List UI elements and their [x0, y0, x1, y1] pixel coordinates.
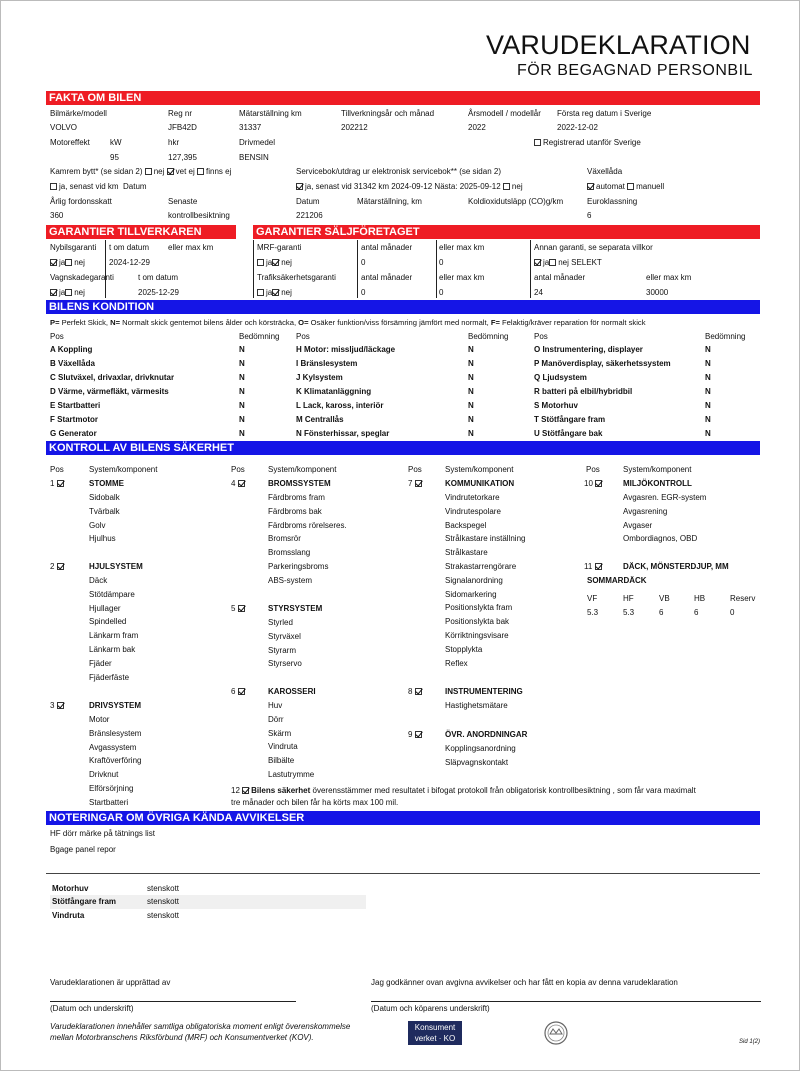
footer-info-1: Varudeklarationen innehåller samtliga obligatoriska moment enligt överenskommelse	[50, 1022, 351, 1031]
tire-headers	[587, 594, 767, 604]
kontroll-item: Stopplykta	[445, 644, 483, 654]
label-modelyear: Årsmodell / modellår	[468, 109, 541, 118]
tire-value: 6	[659, 608, 664, 617]
kontroll-item: Styrarm	[268, 645, 296, 655]
kontroll-pos-header: Pos	[408, 465, 422, 474]
kondition-item: M Centrallås	[296, 415, 344, 424]
kontroll-item: Körriktningsvisare	[445, 631, 509, 640]
kontroll-item: Dörr	[268, 714, 284, 724]
kondition-value: N	[468, 345, 474, 354]
kontroll-item: Reflex	[445, 658, 468, 668]
tire-value: 0	[730, 608, 735, 617]
kontroll-item: Avgassystem	[89, 742, 137, 752]
kontroll-item: Styrväxel	[268, 631, 301, 641]
damage-key-1: Motorhuv	[52, 884, 89, 893]
kontroll-group-checkbox[interactable]	[50, 562, 66, 572]
kondition-item: C Slutväxel, drivaxlar, drivknutar	[50, 373, 175, 382]
kontroll-item: Länkarm fram	[89, 631, 139, 641]
divider	[357, 240, 358, 298]
kontroll-item: Bromsrör	[268, 534, 301, 544]
kontroll-item: Vindrutespolare	[445, 506, 501, 516]
divider	[530, 240, 531, 298]
kontroll-item: Huv	[268, 701, 283, 710]
kondition-item: N Fönsterhissar, speglar	[296, 429, 390, 438]
tire-values	[587, 608, 767, 618]
kontroll-item: Färdbroms rörelseres.	[268, 520, 347, 530]
kontroll-item: Däck	[89, 576, 108, 585]
kondition-value: N	[705, 401, 711, 410]
kondition-item: K Klimatanläggning	[296, 387, 372, 396]
kontroll-sys-header: System/komponent	[89, 465, 158, 474]
kontroll-item: Vindruta	[268, 742, 298, 752]
label-maxkm: eller max km	[168, 243, 214, 252]
kontroll-item: Kraftöverföring	[89, 756, 142, 766]
value-reg: JFB42D	[168, 123, 197, 132]
group-number: 4	[231, 479, 236, 488]
value-fuel: BENSIN	[239, 153, 269, 162]
group-number: 8	[408, 687, 413, 696]
kontroll-item: Golv	[89, 520, 106, 530]
kondition-value: N	[468, 387, 474, 396]
mrf-checkbox[interactable]: ja nej	[257, 258, 292, 268]
kontroll-item: Strakastarrengörare	[445, 562, 517, 571]
kontroll-item: Hjullager	[89, 603, 121, 613]
kontroll-group-subtitle: SOMMARDÄCK	[587, 576, 647, 585]
other-km: 30000	[646, 288, 669, 297]
kontroll-item: Spindelled	[89, 617, 127, 627]
kond-bed3: Bedömning	[705, 332, 746, 341]
kamrem-ja-checkbox[interactable]: ja, senast vid km Datum	[50, 182, 147, 192]
konsumentverket-logo	[408, 1021, 462, 1045]
kontroll-item: Tvärbalk	[89, 506, 120, 516]
group-number: 1	[50, 479, 55, 488]
tire-value: 5.3	[623, 608, 635, 617]
check-icon	[238, 688, 245, 695]
group-number: 9	[408, 730, 413, 739]
kontroll-item: Hastighetsmätare	[445, 701, 508, 710]
footer-left: Varudeklarationen är upprättad av	[50, 978, 171, 987]
kontroll-item: Startbatteri	[89, 797, 129, 807]
value-model: VOLVO	[50, 123, 77, 132]
kondition-value: N	[705, 359, 711, 368]
kontroll-group-title: STOMME	[89, 479, 124, 488]
kondition-item: J Kylsystem	[296, 373, 343, 382]
footer-info-2: mellan Motorbranschens Riksförbund (MRF) och Konsumentverket (KOV).	[50, 1033, 314, 1042]
kondition-value: N	[468, 401, 474, 410]
kontroll-group-title: MILJÖKONTROLL	[623, 479, 692, 488]
kontroll-item: Elförsörjning	[89, 784, 134, 793]
kontroll-group-checkbox[interactable]	[231, 479, 247, 489]
label-tax: Årlig fordonsskatt	[50, 197, 112, 206]
value-euro: 6	[587, 211, 592, 220]
label-model: Bilmärke/modell	[50, 109, 107, 118]
kontroll-item: Kopplingsanordning	[445, 744, 516, 753]
kontroll-item: Avgaser	[623, 520, 653, 530]
kontroll-item: Sidobalk	[89, 493, 120, 502]
tire-header: HF	[623, 594, 634, 603]
label-date2: Datum	[296, 197, 320, 206]
group-number: 7	[408, 479, 413, 488]
kontroll-item: Motor	[89, 715, 110, 724]
kontroll-group-checkbox[interactable]	[50, 479, 66, 489]
kontroll-group-title: ÖVR. ANORDNINGAR	[445, 730, 528, 739]
label-maxkm3: eller max km	[646, 273, 692, 282]
kontroll-group-checkbox[interactable]	[584, 479, 604, 489]
kondition-value: N	[705, 387, 711, 396]
kontroll-item: Bromsslang	[268, 548, 311, 558]
footer-right: Jag godkänner ovan avgivna avvikelser och har fått en kopia av denna varudeklaration	[371, 978, 678, 987]
nybil-checkbox[interactable]: ja nej	[50, 258, 85, 268]
label-hkr: hkr	[168, 138, 180, 147]
kontroll-group-checkbox[interactable]	[408, 687, 424, 697]
tire-header: Reserv	[730, 594, 756, 603]
garanti-tillv-header: GARANTIER TILLVERKAREN	[46, 225, 236, 239]
label-co2: Koldioxidutsläpp (CO)g/km	[468, 197, 564, 206]
label-vagn-tom: t om datum	[138, 273, 179, 282]
kondition-value: N	[239, 387, 245, 396]
tire-header: VB	[659, 594, 670, 603]
kontroll-sys-header: System/komponent	[623, 465, 692, 474]
kondition-value: N	[468, 373, 474, 382]
note-line-2: Bgage panel repor	[50, 845, 116, 854]
label-tom: t om datum	[109, 243, 150, 252]
label-manuf: Tillverkningsår och månad	[341, 109, 435, 118]
kondition-item: F Startmotor	[50, 415, 98, 424]
kondition-item: P Manöverdisplay, säkerhetssystem	[534, 359, 671, 368]
group-number: 3	[50, 701, 55, 710]
kontroll-item: Vindrutetorkare	[445, 493, 500, 502]
label-euro: Euroklassning	[587, 197, 638, 206]
label-gearbox: Växellåda	[587, 167, 623, 176]
kondition-item: L Lack, kaross, interiör	[296, 401, 384, 410]
service-checkbox[interactable]: ja, senast vid 31342 km 2024-09-12 Nästa: 2025-09-12 nej	[296, 182, 523, 192]
mrf-emblem-icon	[544, 1021, 568, 1045]
kontroll-pos-header: Pos	[50, 465, 64, 474]
value-tax: 360	[50, 211, 64, 220]
trafik-months: 0	[361, 288, 366, 297]
group-number: 11	[584, 562, 593, 571]
kontroll-item: Avgasrening	[623, 506, 668, 516]
damage-key-3: Vindruta	[52, 911, 85, 920]
value-modelyear: 2022	[468, 123, 486, 132]
kontroll-group-title: KOMMUNIKATION	[445, 479, 515, 488]
kontroll-group-title: STYRSYSTEM	[268, 604, 323, 613]
label-antal: antal månader	[361, 243, 413, 252]
check-icon	[415, 688, 422, 695]
kontroll-item: Fjäder	[89, 658, 112, 668]
label-kw: kW	[110, 138, 122, 147]
check-icon	[57, 563, 64, 570]
kontroll-pos-header: Pos	[586, 465, 600, 474]
kontroll-item: Färdbroms bak	[268, 506, 322, 516]
kontroll-group-title: DRIVSYSTEM	[89, 701, 142, 710]
kondition-value: N	[239, 345, 245, 354]
damage-key-2: Stötfångare fram	[52, 897, 117, 906]
label-maxkm-salj: eller max km	[439, 243, 485, 252]
signature-line-seller	[50, 1001, 296, 1002]
item-12: 12 Bilens säkerhet överensstämmer med resultatet i bifogat protokoll från obligatorisk kontrollbesiktning , som får vara maximalt	[231, 786, 696, 795]
kond-pos3: Pos	[534, 332, 548, 341]
check-icon	[57, 480, 64, 487]
value-kw: 95	[110, 153, 119, 162]
sig1: (Datum och underskrift)	[50, 1004, 134, 1013]
kontroll-item: Backspegel	[445, 520, 487, 530]
kontroll-group-checkbox[interactable]	[50, 701, 66, 711]
kond-bed1: Bedömning	[239, 332, 280, 341]
group-number: 6	[231, 687, 236, 696]
kontroll-group-checkbox[interactable]	[231, 687, 247, 697]
kontroll-group-title: INSTRUMENTERING	[445, 687, 523, 696]
kondition-item: R batteri på elbil/hybridbil	[534, 387, 633, 396]
label-power: Motoreffekt	[50, 138, 90, 147]
kontroll-group-title: DÄCK, MÖNSTERDJUP, MM	[623, 562, 729, 571]
kontroll-pos-header: Pos	[231, 465, 245, 474]
value-hkr: 127,395	[168, 153, 197, 162]
kondition-value: N	[705, 373, 711, 382]
check-icon	[415, 480, 422, 487]
kontroll-item: Hjulhus	[89, 534, 116, 544]
tire-value: 5.3	[587, 608, 599, 617]
label-kontroll: kontrollbesiktning	[168, 211, 230, 220]
annan-checkbox[interactable]: ja nej SELEKT	[534, 258, 602, 268]
other-months: 24	[534, 288, 543, 297]
kontroll-group-title: BROMSSYSTEM	[268, 479, 331, 488]
kondition-item: O Instrumentering, displayer	[534, 345, 643, 354]
divider	[253, 240, 254, 298]
note-line-1: HF dörr märke på tätnings list	[50, 829, 155, 838]
kontroll-item: Ombordiagnos, OBD	[623, 534, 698, 544]
kontroll-sys-header: System/komponent	[268, 465, 337, 474]
divider	[436, 240, 437, 298]
kondition-value: N	[468, 359, 474, 368]
kondition-item: B Växellåda	[50, 359, 95, 368]
tire-header: VF	[587, 594, 598, 603]
kontroll-item: Styrservo	[268, 659, 302, 669]
gearbox-checkbox[interactable]: automat manuell	[587, 182, 664, 192]
regabroad-checkbox[interactable]: Registrerad utanför Sverige	[534, 138, 641, 148]
kontroll-item: Positionslykta fram	[445, 603, 513, 613]
kondition-value: N	[239, 359, 245, 368]
kondition-item: G Generator	[50, 429, 97, 438]
kond-pos1: Pos	[50, 332, 64, 341]
value-odo: 31337	[239, 123, 262, 132]
kondition-item: T Stötfångare fram	[534, 415, 606, 424]
kondition-item: A Koppling	[50, 345, 93, 354]
group-number: 2	[50, 562, 55, 571]
label-servicebok: Servicebok/utdrag ur elektronisk servicebok** (se sidan 2)	[296, 167, 501, 176]
damage-val-3: stenskott	[147, 911, 180, 920]
kontroll-item: Färdbroms fram	[268, 493, 325, 502]
label-trafik: Trafiksäkerhetsgaranti	[257, 273, 336, 282]
label-vagn: Vagnskadegaranti	[50, 273, 114, 282]
check-icon	[57, 702, 64, 709]
kontroll-item: Strålkastare	[445, 548, 488, 558]
mrf-km: 0	[439, 258, 444, 267]
kondition-item: S Motorhuv	[534, 401, 578, 410]
label-annan: Annan garanti, se separata villkor	[534, 243, 653, 252]
kondition-item: Q Ljudsystem	[534, 373, 587, 382]
label-nybil: Nybilsgaranti	[50, 243, 97, 252]
page-title: VARUDEKLARATION	[486, 30, 751, 60]
item-12-line2: tre månader och bilen får ha körts max 100 mil.	[231, 798, 399, 807]
kondition-header: BILENS KONDITION	[46, 300, 760, 314]
label-mrf: MRF-garanti	[257, 243, 302, 252]
damage-val-2: stenskott	[147, 897, 180, 906]
mrf-months: 0	[361, 258, 366, 267]
kondition-item: H Motor: missljud/läckage	[296, 345, 396, 354]
label-fuel: Drivmedel	[239, 138, 276, 147]
label-antal2: antal månader	[361, 273, 413, 282]
fakta-header: FAKTA OM BILEN	[46, 91, 760, 105]
group-number: 5	[231, 604, 236, 613]
check-icon	[238, 480, 245, 487]
kondition-value: N	[705, 345, 711, 354]
kontroll-header: KONTROLL AV BILENS SÄKERHET	[46, 441, 760, 455]
nybil-date: 2024-12-29	[109, 258, 150, 267]
label-odo: Mätarställning km	[239, 109, 302, 118]
kontroll-group-title: KAROSSERI	[268, 687, 316, 696]
kontroll-item: Fjäderfäste	[89, 672, 130, 682]
kondition-item: E Startbatteri	[50, 401, 101, 410]
kontroll-group-checkbox[interactable]	[408, 730, 424, 740]
check-icon	[415, 731, 422, 738]
item-12-checkbox[interactable]	[242, 787, 249, 794]
value-firstreg: 2022-12-02	[557, 123, 598, 132]
label-odo2: Mätarställning, km	[357, 197, 422, 206]
kov-line2: verket · KO	[414, 1034, 456, 1043]
divider	[105, 240, 106, 298]
kontroll-item: Lastutrymme	[268, 770, 315, 779]
page-number: Sid 1(2)	[739, 1039, 761, 1045]
vagn-date: 2025-12-29	[138, 288, 179, 297]
label-senaste: Senaste	[168, 197, 198, 206]
kontroll-item: Länkarm bak	[89, 645, 136, 654]
kontroll-item: ABS-system	[268, 575, 313, 585]
kondition-legend: P= Perfekt Skick, N= Normalt skick gentemot bilens ålder och körsträcka, O= Osäker funktion/viss försämring jämfört med normalt, F= Felaktig/kräver reparation för normalt skick	[50, 318, 646, 327]
kontroll-group-checkbox[interactable]	[408, 479, 424, 489]
value-date: 221206	[296, 211, 323, 220]
kondition-item: D Värme, värmefläkt, värmesits	[50, 387, 169, 396]
kondition-value: N	[468, 429, 474, 438]
label-firstreg: Första reg datum i Sverige	[557, 109, 652, 118]
kontroll-group-title: HJULSYSTEM	[89, 562, 143, 571]
kondition-value: N	[705, 429, 711, 438]
check-icon	[595, 480, 602, 487]
kontroll-item: Signalanordning	[445, 575, 503, 585]
trafik-checkbox[interactable]: ja nej	[257, 288, 292, 298]
kondition-value: N	[239, 401, 245, 410]
check-icon	[595, 563, 602, 570]
tire-value: 6	[694, 608, 699, 617]
kontroll-group-checkbox[interactable]	[584, 562, 604, 572]
label-antal3: antal månader	[534, 273, 586, 282]
kondition-value: N	[239, 373, 245, 382]
kontroll-item: Bränslesystem	[89, 728, 142, 738]
kond-pos2: Pos	[296, 332, 310, 341]
kontroll-item: Skärm	[268, 728, 292, 738]
trafik-km: 0	[439, 288, 444, 297]
kontroll-item: Strålkastare inställning	[445, 534, 526, 544]
kontroll-item: Parkeringsbroms	[268, 562, 329, 571]
kov-line1: Konsument	[414, 1023, 456, 1032]
kontroll-item: Avgasren. EGR-system	[623, 493, 707, 502]
label-reg: Reg nr	[168, 109, 193, 118]
kontroll-sys-header: System/komponent	[445, 465, 514, 474]
divider	[46, 873, 760, 874]
kontroll-item: Styrled	[268, 618, 293, 627]
kontroll-item: Drivknut	[89, 770, 119, 780]
kontroll-item: Bilbälte	[268, 756, 295, 766]
page-subtitle: FÖR BEGAGNAD PERSONBIL	[517, 62, 753, 79]
check-icon	[238, 605, 245, 612]
kontroll-item: Sidomarkering	[445, 589, 497, 599]
group-number: 10	[584, 479, 593, 488]
tire-header: HB	[694, 594, 706, 603]
kondition-value: N	[239, 415, 245, 424]
value-manuf: 202212	[341, 123, 368, 132]
kontroll-group-checkbox[interactable]	[231, 604, 247, 614]
kondition-value: N	[705, 415, 711, 424]
kondition-item: U Stötfångare bak	[534, 429, 603, 438]
damage-val-1: stenskott	[147, 884, 180, 893]
label-maxkm2: eller max km	[439, 273, 485, 282]
signature-line-buyer	[371, 1001, 761, 1002]
kond-bed2: Bedömning	[468, 332, 509, 341]
kontroll-item: Släpvagnskontakt	[445, 757, 509, 767]
kondition-item: I Bränslesystem	[296, 359, 358, 368]
vagn-checkbox[interactable]: ja nej	[50, 288, 85, 298]
tires-block	[587, 594, 767, 624]
kontroll-item: Stötdämpare	[89, 589, 135, 599]
garanti-salj-header: GARANTIER SÄLJFÖRETAGET	[253, 225, 760, 239]
kondition-value: N	[239, 429, 245, 438]
noteringar-header: NOTERINGAR OM ÖVRIGA KÄNDA AVVIKELSER	[46, 811, 760, 825]
kontroll-item: Positionslykta bak	[445, 617, 510, 627]
sig2: (Datum och köparens underskrift)	[371, 1004, 490, 1013]
label-kamrem: Kamrem bytt* (se sidan 2) nej vet ej finns ej	[50, 167, 232, 176]
kondition-value: N	[468, 415, 474, 424]
